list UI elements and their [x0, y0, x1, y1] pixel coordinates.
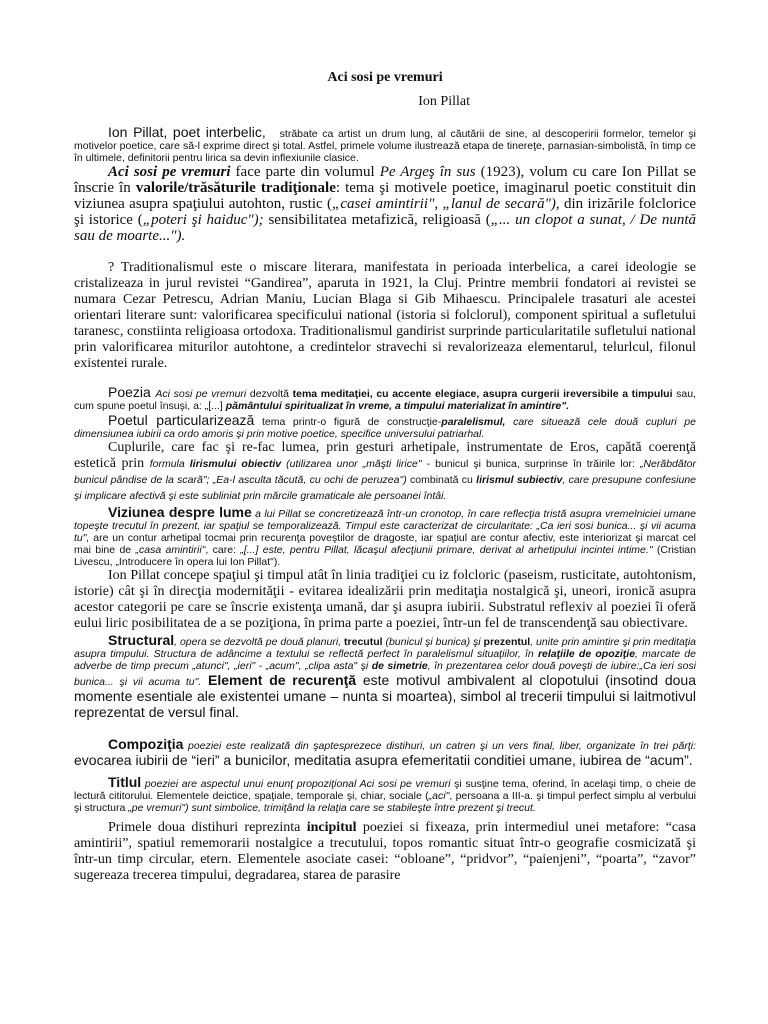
paragraph-parallelism: Poetul particularizează tema printr-o figură de construcţie-paralelismul, care situează cele două cupluri pe dimensiunea iubirii ca ordo amoris şi prin motive poetice, specifice universului patriarhal. — [74, 412, 696, 440]
paragraph-structure: Structural, opera se dezvoltă pe două planuri, trecutul (bunicul şi bunica) şi prezentul, unite prin amintire şi prin meditaţia asupra timpului. Structura de adâncime a textului se reflectă perfect în paralelismul situaţiilor, în relaţiile de opoziţie, marcate de adverbe de timp precum „atunci", „ieri" - „acum", „clipa asta" şi de simetrie, în prezentarea celor două poveşti de iubire:„Ca ieri sosi bunica... şi vii acuma tu". Element de recurenţă este motivul ambivalent al clopotului (insotind doua momente esentiale ale existentei umane – nunta si moartea), simbol al trecerii timpului si laitmotivul reprezentat de versul final. — [74, 632, 696, 720]
paragraph-theme: Poezia Aci sosi pe vremuri dezvoltă tema meditaţiei, cu accente elegiace, asupra curgerii ireversibile a timpului sau, cum spune poetul însuşi, a: „[...] pământului spiritualizat în vreme, a timpului materializat în amintire". — [74, 384, 696, 412]
paragraph-incipit: Primele doua distihuri reprezinta incipitul poeziei si fixeaza, prin intermediul unei metafore: “casa amintirii”, spatiul rememorarii nostalgice a trecutului, topos romantic situat într-o geografie cosmicizată şi într-un timp circular, etern. Elementele asociate casei: “obloane”, “pridvor”, “paienjeni”, “poarta”, “zavor” sugereaza trecerea timpului, degradarea, starea de parasire — [74, 820, 696, 883]
paragraph-intro: Ion Pillat, poet interbelic, străbate ca artist un drum lung, al căutării de sine, al descoperirii formelor, temelor şi motivelor poetice, care să-l exprime direct şi total. Astfel, primele volume ilustrează etapa de tinereţe, parnasian-simbolistă, în timp ce în ultimele, definitorii pentru lirica sa devin inflexiunile clasice. — [74, 124, 696, 164]
paragraph-worldview: Viziunea despre lume a lui Pillat se concretizează într-un cronotop, în care reflecţia tristă asupra vremelniciei umane topeşte trecutul în prezent, iar spaţiul se temporalizează. Timpul este caracterizat de circularitate: „Ca ieri sosi bunica... şi vii acuma tu", are un contur arhetipal tocmai prin recurenţa poveştilor de dragoste, iar spaţiul are contur afectiv, este interiorizat şi marcat cel mai bine de „casa amintirii", care: „[...] este, pentru Pillat, lăcaşul afecţiunii primare, derivat al arhetipului incintei intime." (Cristian Livescu, „Introducere în opera lui Ion Pillat"). — [74, 504, 696, 568]
paragraph-composition: Compoziţia poeziei este realizată din şaptesprezece distihuri, un catren şi un vers final, liber, organizate în trei părţi: evocarea iubirii de “ieri” a bunicilor, meditatia asupra efemeritatii conditiei umane, iubirea de “acum”. — [74, 736, 696, 768]
paragraph-couples: Cuplurile, care fac şi re-fac lumea, prin gesturi arhetipale, instrumentate de Eros, capătă coerenţă estetică prin formula lirismului obiectiv (utilizarea unor „măşti lirice" - bunicul şi bunica, surprinse în trăirile lor: „Nerăbdător bunicul pândise de la scară"; „Ea-l asculta tăcută, cu ochi de peruzea") combinată cu lirismul subiectiv, care presupune confesiune şi implicare afectivă şi este subliniat prin mărcile gramaticale ale persoanei întâi. — [74, 440, 697, 502]
paragraph-title-analysis: Titlul poeziei are aspectul unui enunţ propoziţional Aci sosi pe vremuri şi susţine tema, oferind, în acelaşi timp, o cheie de lectură cititorului. Elementele deictice, spaţiale, temporale şi, chiar, sociale („aci", persoana a III-a. şi timpul perfect simplu al verbului şi structura „pe vremuri") sunt simbolice, trimiţând la relaţia care se stabileşte între prezent şi trecut. — [74, 774, 696, 814]
paragraph-space-time: Ion Pillat concepe spaţiul şi timpul atât în linia tradiţiei cu iz folcloric (paseism, rusticitate, autohtonism, istorie) cât şi în direcţia modernităţii - evitarea idealizării prin meditaţia nostalgică şi, uneori, ironică asupra acestor categorii pe care se înscrie existenţa umană, dar şi asupra iubirii. Substratul reflexiv al poeziei îi oferă eului liric posibilitatea de a se poziţiona, în prima parte a poeziei, într-un fel de transcendenţă sau obiectivare. — [74, 568, 696, 631]
document-author: Ion Pillat — [418, 94, 470, 109]
document-title: Aci sosi pe vremuri — [327, 70, 443, 85]
paragraph-traditionalism: ? Traditionalismul este o miscare literara, manifestata in perioada interbelica, a carei ideologie se cristalizeaza in jurul revistei “Gandirea”, aparuta in 1921, la Cluj. Printre membrii fondatori ai revistei se numara Cezar Petrescu, Adrian Maniu, Lucian Blaga si Gib Mihaescu. Principalele trasaturi ale acestei orientari literare sunt: valorificarea specificului national (istoria si folclorul), component spiritual a sufletului taranesc, constiinta religioasa ortodoxa. Traditionalismul gandirist surprinde particularitatile sufletului national prin valorificarea miturilor autohtone, a credintelor stravechi si revalorizeaza elementarul, telurlcul, filonul existentei rurale. — [74, 260, 696, 371]
paragraph-volume: Aci sosi pe vremuri face parte din volumul Pe Argeş în sus (1923), volum cu care Ion Pillat se înscrie în valorile/trăsăturile tradiţionale: tema şi motivele poetice, imaginarul poetic constituit din viziunea asupra spaţiului autohton, rustic („casei amintirii", „lanul de secară"), din irizările folclorice şi istorice („poteri şi haiduc"); sensibilitatea metafizică, religioasă („... un clopot a sunat, / De nuntă sau de moarte..."). — [74, 164, 697, 244]
document-body — [74, 70, 696, 884]
